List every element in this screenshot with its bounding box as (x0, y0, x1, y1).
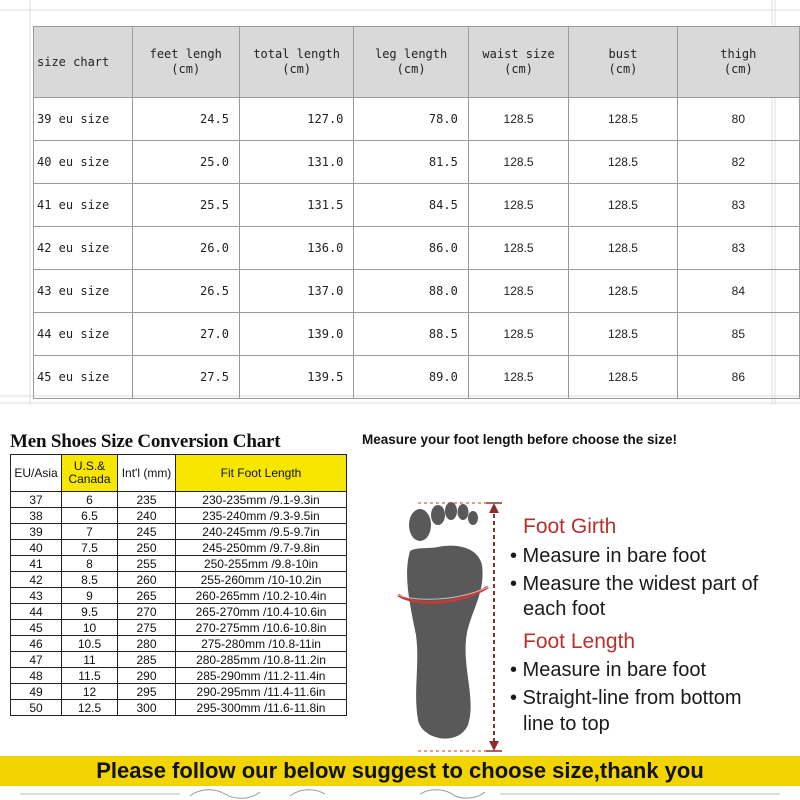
cell-size: 41 eu size (34, 184, 133, 227)
cell-waist-size: 128.5 (468, 227, 568, 270)
cell-feet-length: 25.5 (132, 184, 239, 227)
cell-size: 42 eu size (34, 227, 133, 270)
cell-eu: 46 (11, 636, 62, 652)
table-row (11, 636, 347, 652)
length-bullet: • Measure in bare foot (510, 659, 706, 681)
cell-fit: 280-285mm /10.8-11.2in (176, 652, 347, 668)
cell-intl: 270 (118, 604, 176, 620)
cell-feet-length: 26.5 (132, 270, 239, 313)
cell-leg-length: 78.0 (354, 98, 468, 141)
cell-eu: 50 (11, 700, 62, 716)
cell-total-length: 139.0 (239, 313, 353, 356)
cell-thigh: 80 (677, 98, 799, 141)
cell-eu: 49 (11, 684, 62, 700)
cell-size: 40 eu size (34, 141, 133, 184)
cell-fit: 245-250mm /9.7-9.8in (176, 540, 347, 556)
cell-us: 6 (62, 492, 118, 508)
cell-total-length: 137.0 (239, 270, 353, 313)
cell-us: 11 (62, 652, 118, 668)
cell-intl: 275 (118, 620, 176, 636)
cell-size: 39 eu size (34, 98, 133, 141)
cell-intl: 280 (118, 636, 176, 652)
cell-leg-length: 88.0 (354, 270, 468, 313)
cell-intl: 255 (118, 556, 176, 572)
table-row (11, 556, 347, 572)
banner-text: Please follow our below suggest to choose size,thank you (96, 758, 704, 783)
header-feet-length: feet lengh (cm) (132, 27, 239, 98)
cell-leg-length: 86.0 (354, 227, 468, 270)
cell-eu: 43 (11, 588, 62, 604)
cell-thigh: 83 (677, 184, 799, 227)
cell-fit: 235-240mm /9.3-9.5in (176, 508, 347, 524)
cell-us: 11.5 (62, 668, 118, 684)
table-row (11, 700, 347, 716)
cell-feet-length: 25.0 (132, 141, 239, 184)
length-bullet-continued: line to top (523, 713, 610, 735)
table-row (34, 313, 800, 356)
header-total-length: total length (cm) (239, 27, 353, 98)
table-row (11, 652, 347, 668)
cell-total-length: 131.0 (239, 141, 353, 184)
table-row (11, 540, 347, 556)
header-thigh: thigh (cm) (677, 27, 799, 98)
header-leg-length: leg length (cm) (354, 27, 468, 98)
cell-waist-size: 128.5 (468, 141, 568, 184)
header-waist-size: waist size (cm) (468, 27, 568, 98)
header-eu-asia: EU/Asia (11, 455, 62, 492)
cell-feet-length: 27.5 (132, 356, 239, 399)
table-row (34, 184, 800, 227)
cell-bust: 128.5 (569, 356, 677, 399)
header-size-chart: size chart (34, 27, 133, 98)
footprint-icon (358, 455, 518, 755)
size-chart-header-row (34, 27, 800, 98)
foot-girth-title: Foot Girth (523, 515, 617, 538)
cell-size: 45 eu size (34, 356, 133, 399)
cell-intl: 245 (118, 524, 176, 540)
cell-total-length: 139.5 (239, 356, 353, 399)
table-row (34, 270, 800, 313)
cell-fit: 240-245mm /9.5-9.7in (176, 524, 347, 540)
cell-feet-length: 24.5 (132, 98, 239, 141)
table-row (11, 604, 347, 620)
length-bullet: • Straight-line from bottom (510, 687, 742, 709)
cell-fit: 290-295mm /11.4-11.6in (176, 684, 347, 700)
cell-waist-size: 128.5 (468, 184, 568, 227)
cell-intl: 285 (118, 652, 176, 668)
cell-leg-length: 89.0 (354, 356, 468, 399)
cell-us: 12.5 (62, 700, 118, 716)
header-intl-mm: Int'l (mm) (118, 455, 176, 492)
cell-thigh: 83 (677, 227, 799, 270)
cell-eu: 47 (11, 652, 62, 668)
cell-eu: 48 (11, 668, 62, 684)
cell-us: 7.5 (62, 540, 118, 556)
girth-bullet: • Measure in bare foot (510, 545, 706, 567)
cell-fit: 255-260mm /10-10.2in (176, 572, 347, 588)
table-row (34, 98, 800, 141)
cell-feet-length: 26.0 (132, 227, 239, 270)
size-advice-banner (0, 756, 800, 786)
cell-eu: 41 (11, 556, 62, 572)
header-us-canada (62, 455, 118, 492)
cell-total-length: 131.5 (239, 184, 353, 227)
cell-bust: 128.5 (569, 313, 677, 356)
table-row (11, 508, 347, 524)
table-row (34, 356, 800, 399)
cell-fit: 295-300mm /11.6-11.8in (176, 700, 347, 716)
cell-intl: 260 (118, 572, 176, 588)
shoe-size-section (0, 427, 800, 800)
cell-eu: 40 (11, 540, 62, 556)
cell-us: 10.5 (62, 636, 118, 652)
size-chart-body (34, 98, 800, 399)
table-row (34, 141, 800, 184)
girth-bullet: • Measure the widest part of (510, 573, 759, 595)
cell-eu: 38 (11, 508, 62, 524)
size-chart-table (33, 26, 800, 399)
cell-bust: 128.5 (569, 184, 677, 227)
foot-length-title: Foot Length (523, 630, 636, 653)
header-us-line1: U.S.& (73, 459, 106, 473)
cell-us: 7 (62, 524, 118, 540)
measure-guide-title: Measure your foot length before choose the size! (362, 432, 678, 447)
cell-fit: 270-275mm /10.6-10.8in (176, 620, 347, 636)
cell-leg-length: 81.5 (354, 141, 468, 184)
cell-intl: 235 (118, 492, 176, 508)
header-us-line2: Canada (68, 472, 111, 486)
table-row (11, 572, 347, 588)
cell-us: 9 (62, 588, 118, 604)
conversion-header-row (11, 455, 347, 492)
cell-us: 6.5 (62, 508, 118, 524)
cell-fit: 275-280mm /10.8-11in (176, 636, 347, 652)
cell-size: 44 eu size (34, 313, 133, 356)
ornament-divider-icon (0, 788, 800, 800)
cell-eu: 45 (11, 620, 62, 636)
cell-us: 12 (62, 684, 118, 700)
shoe-conversion-table (10, 454, 347, 716)
cell-eu: 42 (11, 572, 62, 588)
cell-total-length: 127.0 (239, 98, 353, 141)
cell-eu: 44 (11, 604, 62, 620)
cell-thigh: 86 (677, 356, 799, 399)
cell-feet-length: 27.0 (132, 313, 239, 356)
cell-waist-size: 128.5 (468, 270, 568, 313)
cell-intl: 240 (118, 508, 176, 524)
cell-fit: 265-270mm /10.4-10.6in (176, 604, 347, 620)
table-row (11, 588, 347, 604)
table-row (11, 668, 347, 684)
cell-leg-length: 84.5 (354, 184, 468, 227)
cell-intl: 265 (118, 588, 176, 604)
cell-size: 43 eu size (34, 270, 133, 313)
cell-total-length: 136.0 (239, 227, 353, 270)
cell-bust: 128.5 (569, 98, 677, 141)
cell-eu: 39 (11, 524, 62, 540)
cell-eu: 37 (11, 492, 62, 508)
cell-fit: 230-235mm /9.1-9.3in (176, 492, 347, 508)
cell-intl: 300 (118, 700, 176, 716)
cell-thigh: 85 (677, 313, 799, 356)
table-row (11, 524, 347, 540)
table-row (34, 227, 800, 270)
cell-intl: 295 (118, 684, 176, 700)
cell-fit: 250-255mm /9.8-10in (176, 556, 347, 572)
cell-bust: 128.5 (569, 141, 677, 184)
table-row (11, 492, 347, 508)
cell-waist-size: 128.5 (468, 356, 568, 399)
cell-us: 10 (62, 620, 118, 636)
header-fit-foot-length: Fit Foot Length (176, 455, 347, 492)
cell-us: 8 (62, 556, 118, 572)
cell-waist-size: 128.5 (468, 313, 568, 356)
cell-waist-size: 128.5 (468, 98, 568, 141)
cell-fit: 260-265mm /10.2-10.4in (176, 588, 347, 604)
cell-thigh: 82 (677, 141, 799, 184)
cell-fit: 285-290mm /11.2-11.4in (176, 668, 347, 684)
cell-bust: 128.5 (569, 227, 677, 270)
girth-bullet-continued: each foot (523, 598, 606, 620)
cell-intl: 250 (118, 540, 176, 556)
conversion-chart-title: Men Shoes Size Conversion Chart (10, 431, 281, 452)
cell-us: 9.5 (62, 604, 118, 620)
conversion-body (11, 492, 347, 716)
cell-leg-length: 88.5 (354, 313, 468, 356)
header-bust: bust (cm) (569, 27, 677, 98)
cell-thigh: 84 (677, 270, 799, 313)
cell-bust: 128.5 (569, 270, 677, 313)
measure-guide-panel (358, 455, 800, 755)
cell-intl: 290 (118, 668, 176, 684)
table-row (11, 684, 347, 700)
cell-us: 8.5 (62, 572, 118, 588)
table-row (11, 620, 347, 636)
